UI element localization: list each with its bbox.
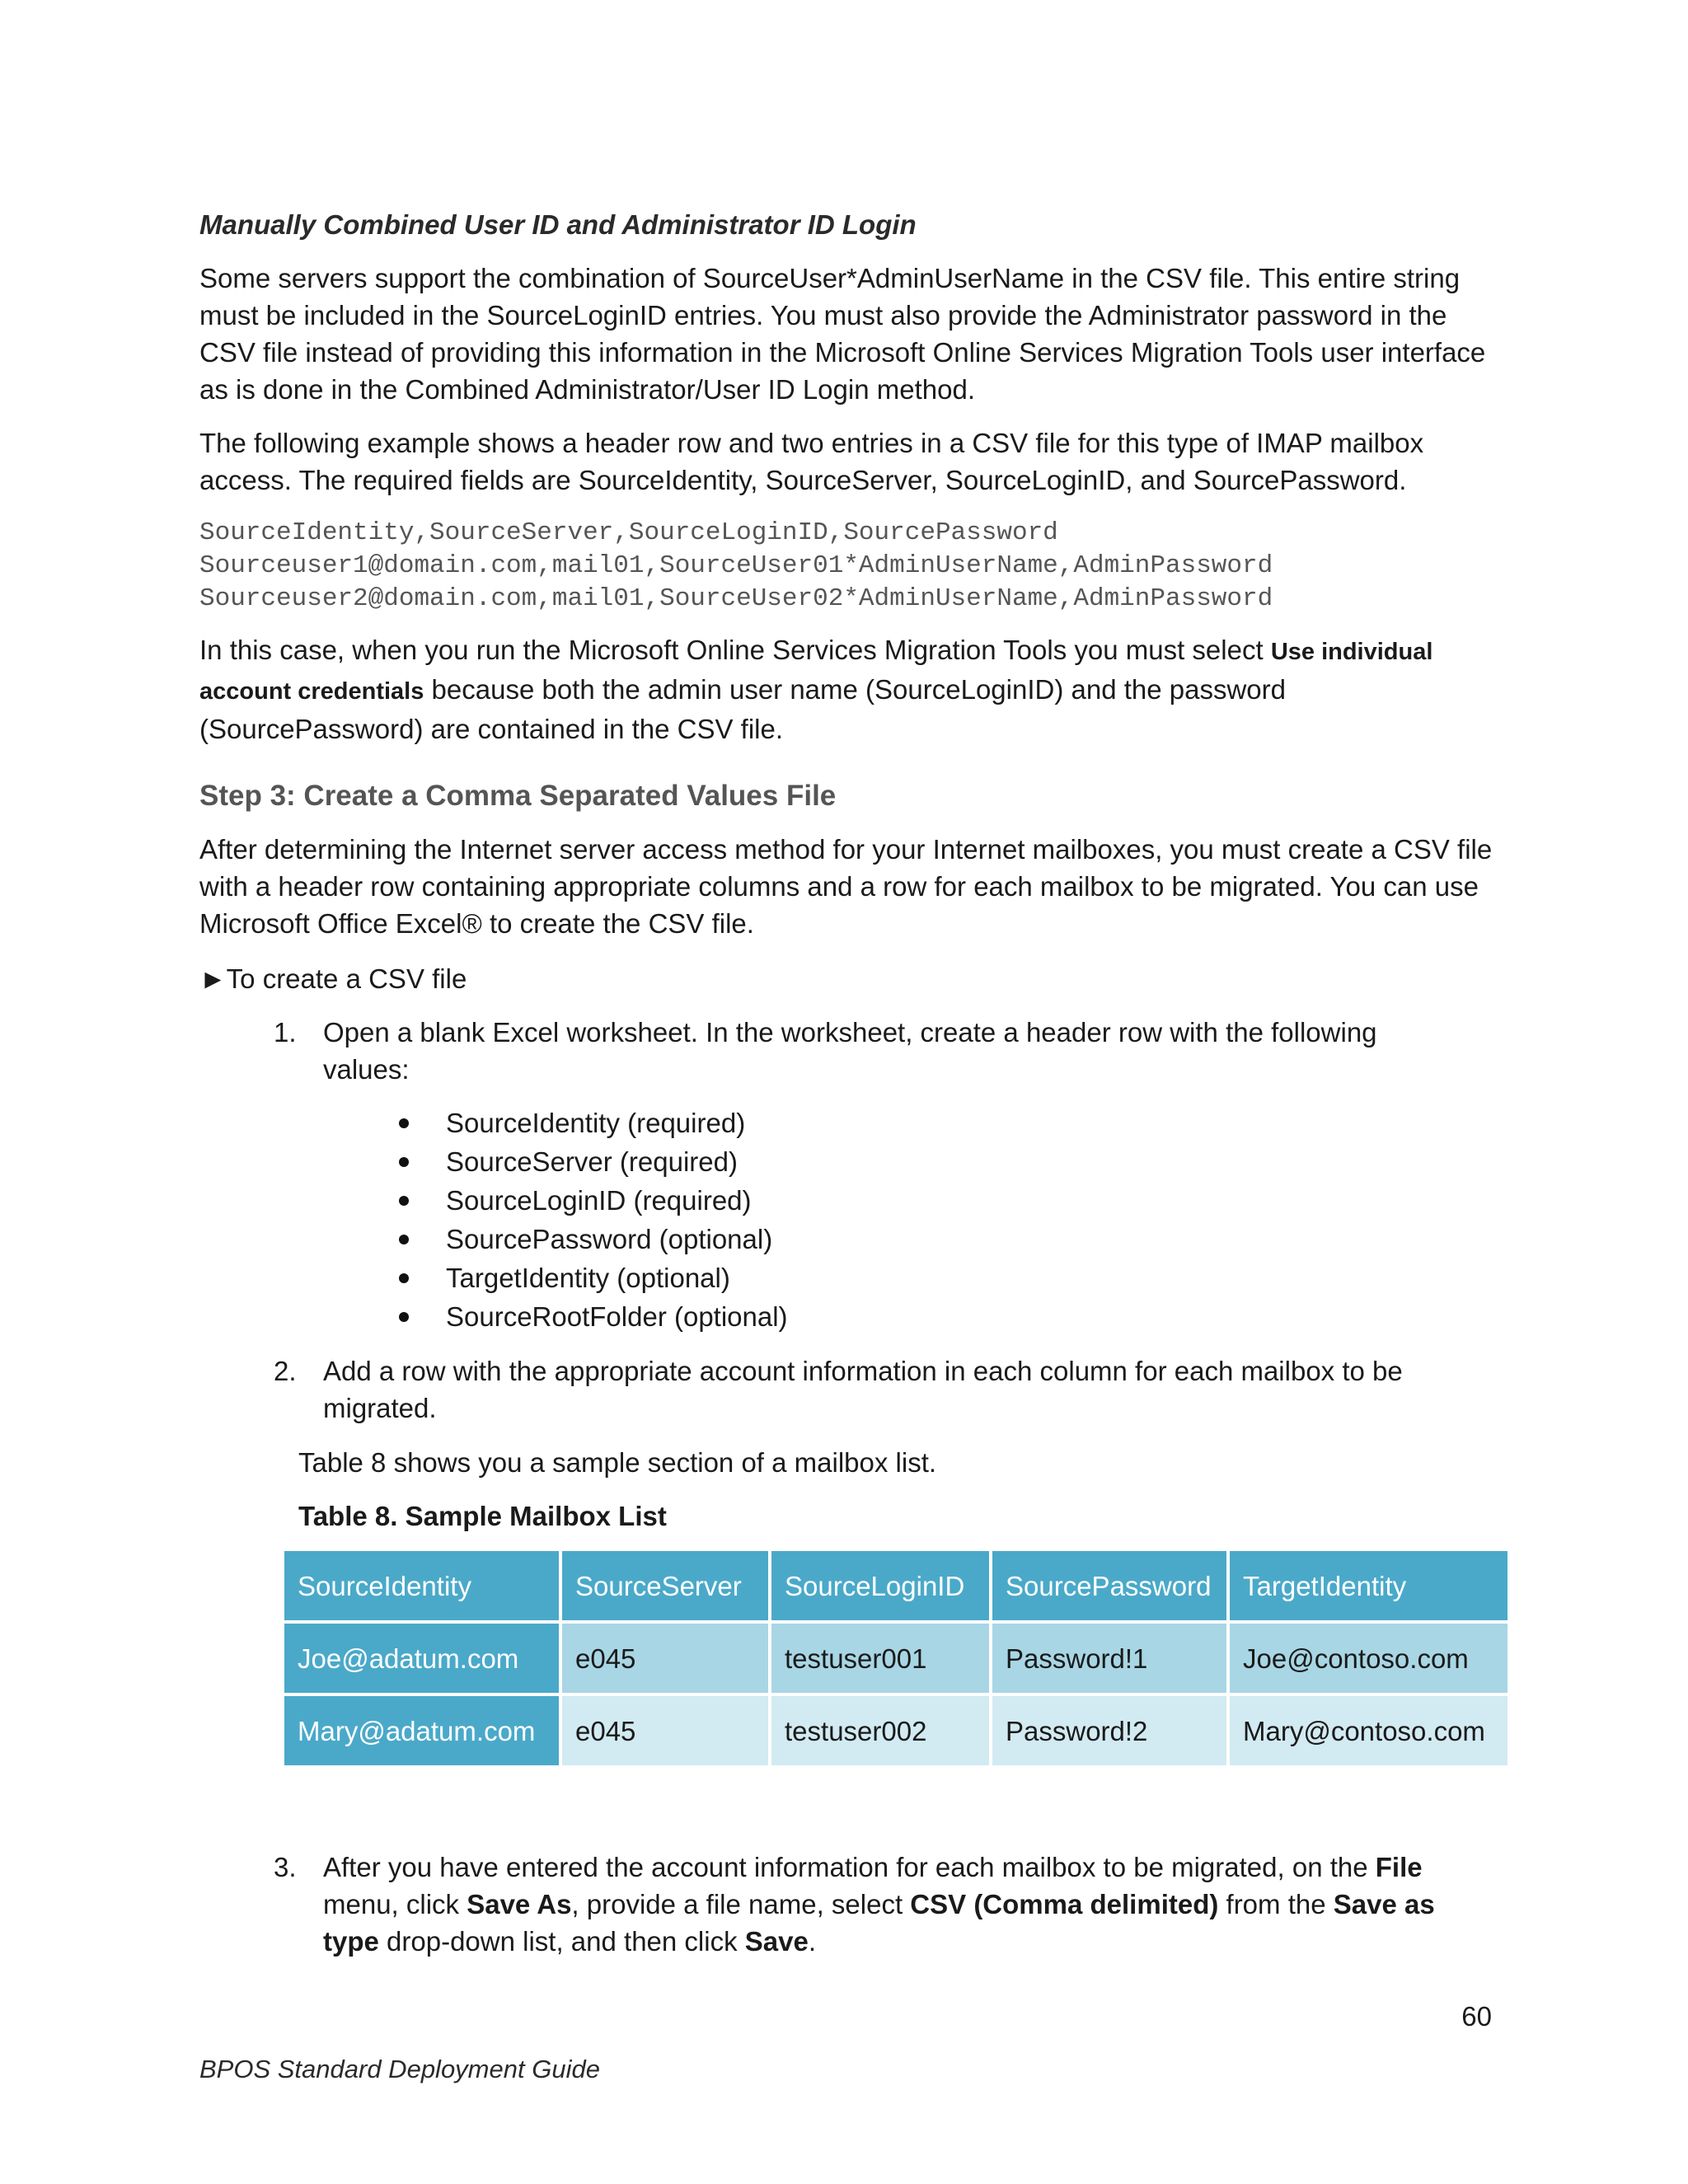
table-caption: Table 8. Sample Mailbox List <box>298 1501 667 1531</box>
step-number: 3. <box>274 1852 297 1882</box>
step-number: 2. <box>274 1356 297 1386</box>
procedure-title <box>199 960 1024 997</box>
code-line: Sourceuser2@domain.com,mail01,SourceUser02*AdminUserName,AdminPassword <box>199 584 1273 613</box>
table-cell: Mary@contoso.com <box>1230 1696 1507 1765</box>
step3-intro: After determining the Internet server access method for your Internet mailboxes, you must create a CSV file with a header row containing appropriate columns and a row for each mailbox to be migrated. You can use Microsoft Office Excel® to create the CSV file. <box>199 834 1493 939</box>
step3-heading: Step 3: Create a Comma Separated Values File <box>199 780 837 812</box>
list-item <box>274 1849 1493 1960</box>
table-row <box>284 1696 1507 1765</box>
page-number: 60 <box>1461 2001 1492 2032</box>
code-line: Sourceuser1@domain.com,mail01,SourceUser01*AdminUserName,AdminPassword <box>199 551 1273 580</box>
sample-mailbox-table <box>281 1548 1511 1769</box>
table-row <box>284 1624 1507 1693</box>
bullet-text: TargetIdentity (optional) <box>446 1263 730 1293</box>
procedure-title-text: To create a CSV file <box>226 963 467 994</box>
csv-format-label: CSV (Comma delimited) <box>910 1889 1219 1919</box>
save-as-label: Save As <box>467 1889 572 1919</box>
table-cell: testuser001 <box>771 1624 989 1693</box>
table-cell: Password!1 <box>992 1624 1226 1693</box>
arrow-right-icon: ► <box>199 963 227 994</box>
step-text: Add a row with the appropriate account information in each column for each mailbox to be migrated. <box>323 1356 1403 1423</box>
column-header: SourceServer <box>562 1551 768 1620</box>
paragraph-credentials-note <box>199 631 1502 748</box>
table-cell: Joe@adatum.com <box>284 1624 559 1693</box>
list-item <box>399 1221 1141 1259</box>
step-text: Open a blank Excel worksheet. In the worksheet, create a header row with the following values: <box>323 1017 1377 1085</box>
column-header: TargetIdentity <box>1230 1551 1507 1620</box>
paragraph-example-intro: The following example shows a header row and two entries in a CSV file for this type of IMAP mailbox access. The required fields are SourceIdentity, SourceServer, SourceLoginID, and SourcePassword. <box>199 428 1424 495</box>
header-values-list <box>399 1104 1141 1337</box>
paragraph-combined-login: Some servers support the combination of SourceUser*AdminUserName in the CSV file. This entire string must be included in the SourceLoginID entries. You must also provide the Administrator password in the CSV file instead of providing this information in the Microsoft Online Services Migration Tools user interface as is done in the Combined Administrator/User ID Login method. <box>199 263 1486 405</box>
bullet-text: SourceIdentity (required) <box>446 1108 746 1138</box>
bullet-icon <box>399 1273 409 1283</box>
table-intro: Table 8 shows you a sample section of a mailbox list. <box>298 1447 937 1478</box>
column-header: SourcePassword <box>992 1551 1226 1620</box>
table-cell: e045 <box>562 1696 768 1765</box>
bullet-text: SourceLoginID (required) <box>446 1185 752 1216</box>
step-text-part: , provide a file name, select <box>571 1889 911 1919</box>
table-header-row <box>284 1551 1507 1620</box>
para3-text-end: because both the admin user name (SourceLoginID) and the password (SourcePassword) are contained in the CSV file. <box>199 674 1286 744</box>
step-text-part: After you have entered the account information for each mailbox to be migrated, on the <box>323 1852 1376 1882</box>
step-text-part: . <box>808 1926 816 1957</box>
list-item <box>399 1143 1141 1182</box>
table-cell: e045 <box>562 1624 768 1693</box>
table-cell: Joe@contoso.com <box>1230 1624 1507 1693</box>
bullet-text: SourceServer (required) <box>446 1146 738 1177</box>
list-item <box>274 1014 1444 1088</box>
bullet-icon <box>399 1196 409 1206</box>
list-item <box>399 1259 1141 1298</box>
column-header: SourceIdentity <box>284 1551 559 1620</box>
step-text-part: from the <box>1218 1889 1334 1919</box>
footer-title: BPOS Standard Deployment Guide <box>199 2055 600 2083</box>
bullet-text: SourceRootFolder (optional) <box>446 1301 788 1332</box>
bullet-icon <box>399 1312 409 1322</box>
column-header: SourceLoginID <box>771 1551 989 1620</box>
save-label: Save <box>744 1926 809 1957</box>
list-item <box>399 1182 1141 1221</box>
bullet-text: SourcePassword (optional) <box>446 1224 773 1254</box>
step-text <box>323 1849 1493 1960</box>
list-item <box>399 1104 1141 1143</box>
code-line: SourceIdentity,SourceServer,SourceLoginID,SourcePassword <box>199 518 1058 547</box>
save-as-type-label: Save as type <box>323 1889 1435 1957</box>
bullet-icon <box>399 1235 409 1244</box>
table-cell: testuser002 <box>771 1696 989 1765</box>
step-number: 1. <box>274 1017 297 1047</box>
bullet-icon <box>399 1157 409 1167</box>
use-individual-credentials-label: Use individual account credentials <box>199 639 1433 705</box>
table-cell: Password!2 <box>992 1696 1226 1765</box>
list-item <box>274 1352 1452 1427</box>
bullet-icon <box>399 1118 409 1128</box>
csv-code-block <box>199 517 1273 616</box>
step-text-part: drop-down list, and then click <box>378 1926 745 1957</box>
table-cell: Mary@adatum.com <box>284 1696 559 1765</box>
list-item <box>399 1298 1141 1337</box>
step-text-part: menu, click <box>323 1889 467 1919</box>
file-menu-label: File <box>1375 1852 1423 1882</box>
section-heading: Manually Combined User ID and Administrator ID Login <box>199 209 917 240</box>
para3-text: In this case, when you run the Microsoft Online Services Migration Tools you must select <box>199 635 1271 665</box>
